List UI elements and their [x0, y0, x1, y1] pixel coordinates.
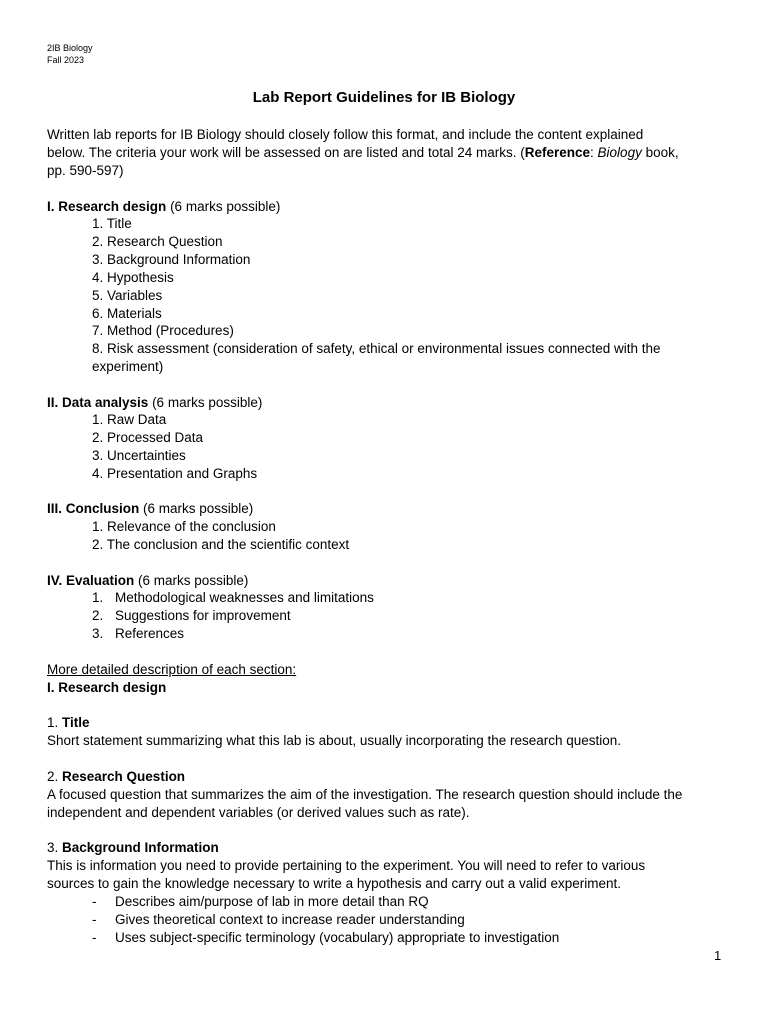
list-item: 2. Processed Data	[92, 430, 204, 445]
bullet-dash: -	[92, 894, 97, 909]
list-item: 4. Presentation and Graphs	[92, 466, 258, 481]
list-item: 2. The conclusion and the scientific context	[92, 537, 350, 552]
list-item: 2. Research Question	[92, 234, 223, 249]
document-title: Lab Report Guidelines for IB Biology	[252, 89, 516, 106]
list-item: 1. Relevance of the conclusion	[92, 519, 276, 534]
subsection-title: 1. Title	[47, 715, 90, 730]
section-heading: II. Data analysis (6 marks possible)	[47, 395, 263, 410]
section-heading: I. Research design (6 marks possible)	[47, 199, 281, 214]
list-item: 7. Method (Procedures)	[92, 323, 234, 338]
list-item: Suggestions for improvement	[115, 608, 291, 623]
list-item: 3. Uncertainties	[92, 448, 186, 463]
page-number: 1	[714, 948, 722, 963]
list-item: 5. Variables	[92, 288, 163, 303]
rq-description-line-1: A focused question that summarizes the aim of the investigation. The research question should include the	[47, 787, 683, 802]
bullet-dash: -	[92, 930, 97, 945]
course-label: 2IB Biology	[47, 43, 93, 53]
bullet-item: Gives theoretical context to increase reader understanding	[115, 912, 465, 927]
term-label: Fall 2023	[47, 55, 85, 65]
list-number: 1.	[92, 590, 104, 605]
intro-line-2: below. The criteria your work will be assessed on are listed and total 24 marks. (Reference: Biology book,	[47, 145, 679, 160]
subsection-background: 3. Background Information	[47, 840, 219, 855]
bullet-dash: -	[92, 912, 97, 927]
rq-description-line-2: independent and dependent variables (or derived values such as rate).	[47, 805, 470, 820]
list-number: 3.	[92, 626, 104, 641]
list-item: 8. Risk assessment (consideration of safety, ethical or environmental issues connected with the	[92, 341, 661, 356]
bg-description-line-1: This is information you need to provide pertaining to the experiment. You will need to refer to various	[47, 858, 646, 873]
detail-heading: I. Research design	[47, 680, 167, 695]
list-item: 1. Raw Data	[92, 412, 167, 427]
list-item: 6. Materials	[92, 306, 162, 321]
list-item: Methodological weaknesses and limitations	[115, 590, 374, 605]
reference-label: Reference	[524, 145, 591, 160]
list-item-continuation: experiment)	[92, 359, 164, 374]
bullet-item: Describes aim/purpose of lab in more detail than RQ	[115, 894, 429, 909]
subsection-research-question: 2. Research Question	[47, 769, 186, 784]
section-heading: IV. Evaluation (6 marks possible)	[47, 573, 249, 588]
intro-line-1: Written lab reports for IB Biology should closely follow this format, and include the content explained	[47, 127, 644, 142]
intro-line-3: pp. 590-597)	[47, 163, 124, 178]
title-description: Short statement summarizing what this lab is about, usually incorporating the research question.	[47, 733, 622, 748]
detail-intro: More detailed description of each section:	[47, 662, 297, 677]
list-item: 3. Background Information	[92, 252, 251, 267]
bullet-item: Uses subject-specific terminology (vocabulary) appropriate to investigation	[115, 930, 560, 945]
bg-description-line-2: sources to gain the knowledge necessary to write a hypothesis and carry out a valid experiment.	[47, 876, 622, 891]
list-item: 4. Hypothesis	[92, 270, 174, 285]
reference-book: Biology	[597, 145, 642, 160]
section-heading: III. Conclusion (6 marks possible)	[47, 501, 254, 516]
list-item: 1. Title	[92, 216, 132, 231]
list-number: 2.	[92, 608, 104, 623]
list-item: References	[115, 626, 185, 641]
